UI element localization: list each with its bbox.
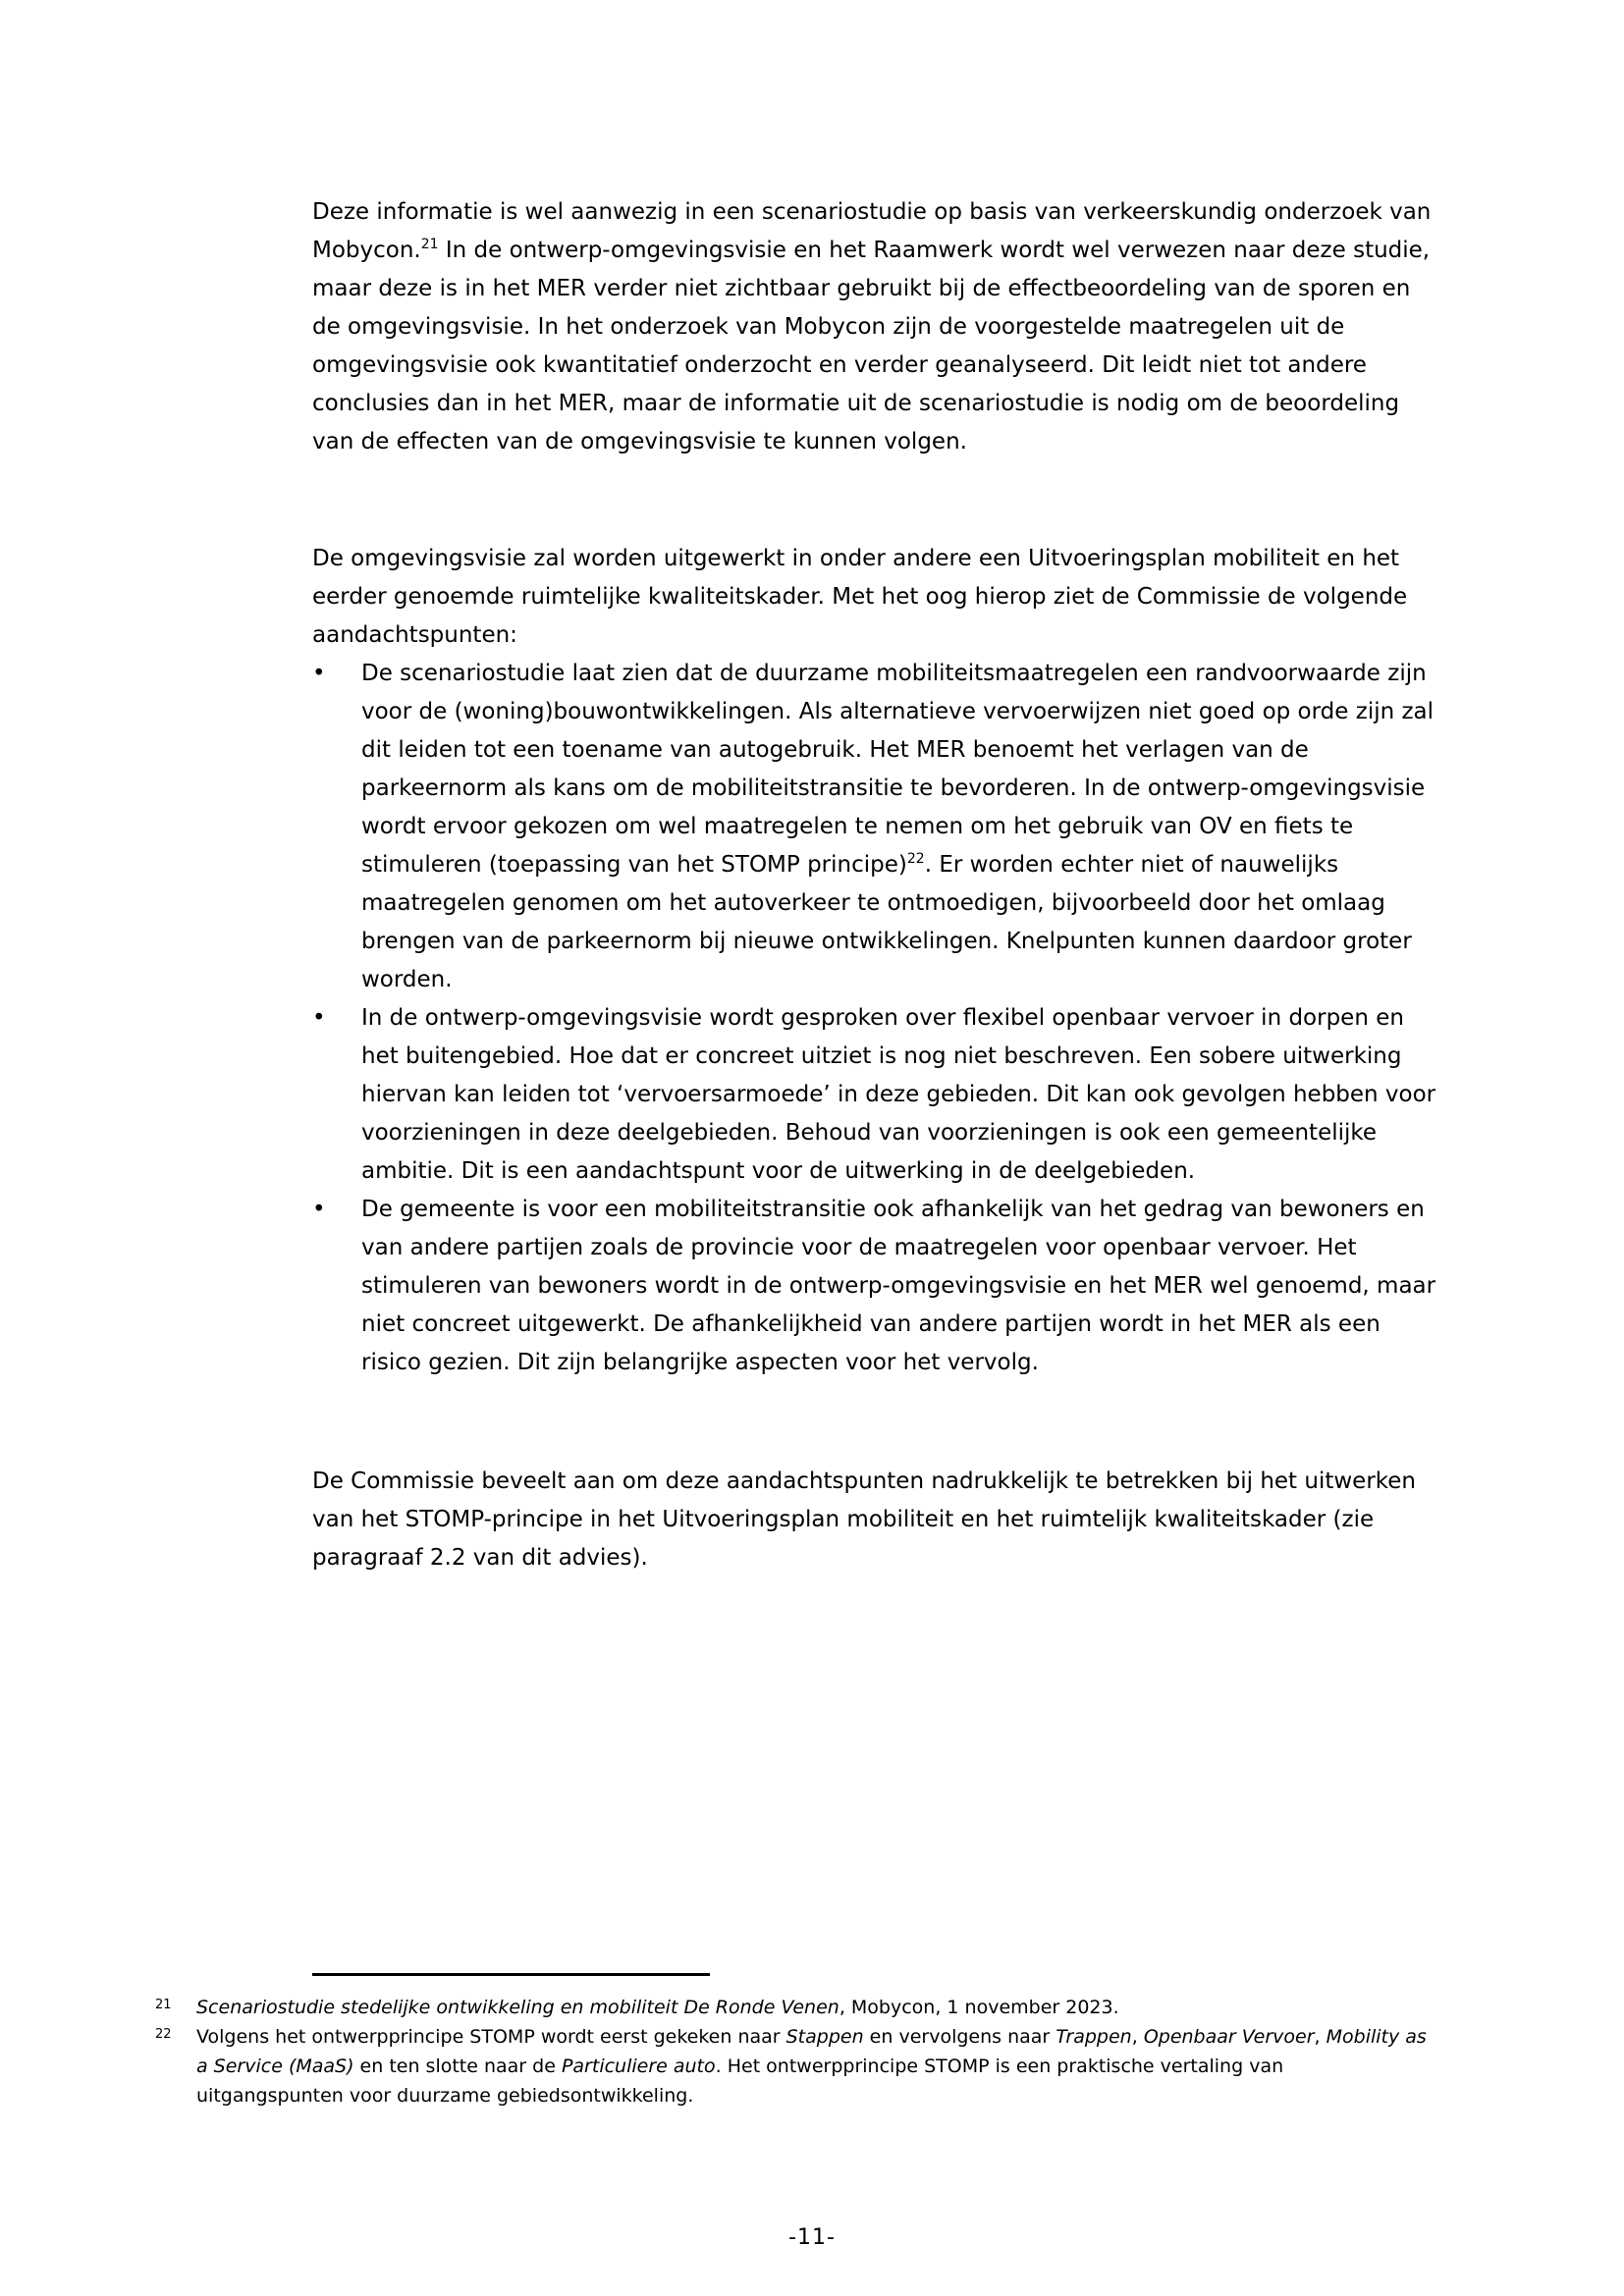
page-number: -11-: [788, 2225, 836, 2250]
footnote-reference-22[interactable]: 22: [906, 851, 925, 867]
list-item: • In de ontwerp-omgevingsvisie wordt gesproken over flexibel openbaar vervoer in dorpen en het buitengebied. Hoe dat er concreet uitziet is nog niet beschreven. Een sobere uitwerking hiervan kan leiden tot ‘vervoersarmoede’ in deze gebieden. Dit kan ook gevolgen hebben voor voorzieningen in deze deelgebieden. Behoud van voorzieningen is ook een gemeentelijke ambitie. Dit is een aandachtspunt voor de uitwerking in de deelgebieden.: [312, 999, 1441, 1191]
bullet-icon: •: [312, 1005, 326, 1031]
paragraph-intro: De omgevingsvisie zal worden uitgewerkt in onder andere een Uitvoeringsplan mobiliteit en het eerder genoemde ruimtelijke kwaliteitskader. Met het oog hierop ziet de Commissie de volgende aandachtspunten:: [312, 546, 1408, 648]
paragraph-text: De Commissie beveelt aan om deze aandachtspunten nadrukkelijk te betrekken bij het uitwerken van het STOMP-principe in het Uitvoeringsplan mobiliteit en het ruimtelijk kwaliteitskader (zie paragraaf 2.2 van dit advies).: [312, 1468, 1417, 1571]
list-item: • De scenariostudie laat zien dat de duurzame mobiliteitsmaatregelen een randvoorwaarde zijn voor de (woning)bouwontwikkelingen. Als alternatieve vervoerwijzen niet goed op orde zijn zal dit leiden tot een toename van autogebruik. Het MER benoemt het verlagen van de parkeernorm als kans om de mobiliteitstransitie te bevorderen. In de ontwerp-omgevingsvisie wordt ervoor gekozen om wel maatregelen te nemen om het gebruik van OV en fiets te stimuleren (toepassing van het STOMP principe)$^{22}$. Er worden echter niet of nauwelijks maatregelen genomen om het autoverkeer te ontmoedigen, bijvoorbeeld door het omlaag brengen van de parkeernorm bij nieuwe ontwikkelingen. Knelpunten kunnen daardoor groter worden.: [312, 655, 1441, 999]
footnote-reference-21[interactable]: 21: [420, 237, 439, 252]
paragraph-recommendation: [312, 1463, 1441, 1577]
paragraph-scenariostudie: [312, 193, 1441, 461]
footnote-separator: [312, 1973, 710, 1976]
footnote-number: 21: [155, 1998, 172, 2012]
paragraph-aandachtspunten: [312, 540, 1441, 1382]
bullet-list: [312, 655, 1441, 1382]
footnotes: [155, 1993, 1432, 2110]
list-item: • De gemeente is voor een mobiliteitstransitie ook afhankelijk van het gedrag van bewoners en van andere partijen zoals de provincie voor de maatregelen voor openbaar vervoer. Het stimuleren van bewoners wordt in de ontwerp-omgevingsvisie en het MER wel genoemd, maar niet concreet uitgewerkt. De afhankelijkheid van andere partijen wordt in het MER als een risico gezien. Dit zijn belangrijke aspecten voor het vervolg.: [312, 1191, 1441, 1382]
footnote-22: 22 Volgens het ontwerpprincipe STOMP wordt eerst gekeken naar Stappen en vervolgens naar Trappen, Openbaar Vervoer, Mobility as a Service (MaaS) en ten slotte naar de Particuliere auto. Het ontwerpprincipe STOMP is een praktische vertaling van uitgangspunten voor duurzame gebiedsontwikkeling.: [155, 2022, 1432, 2110]
bullet-icon: •: [312, 1197, 326, 1222]
paragraph-text: Deze informatie is wel aanwezig in een scenariostudie op basis van verkeerskundig onderzoek van Mobycon.$^{21}$ In de ontwerp-omgevingsvisie en het Raamwerk wordt wel verwezen naar deze studie, maar deze is in het MER verder niet zichtbaar gebruikt bij de effectbeoordeling van de sporen en de omgevingsvisie. In het onderzoek van Mobycon zijn de voorgestelde maatregelen uit de omgevingsvisie ook kwantitatief onderzocht en verder geanalyseerd. Dit leidt niet tot andere conclusies dan in het MER, maar de informatie uit de scenariostudie is nodig om de beoordeling van de effecten van de omgevingsvisie te kunnen volgen.: [312, 199, 1432, 454]
footnote-21: 21 Scenariostudie stedelijke ontwikkeling en mobiliteit De Ronde Venen, Mobycon, 1 november 2023.: [155, 1993, 1432, 2022]
bullet-icon: •: [312, 661, 326, 686]
footnote-number: 22: [155, 2027, 172, 2042]
